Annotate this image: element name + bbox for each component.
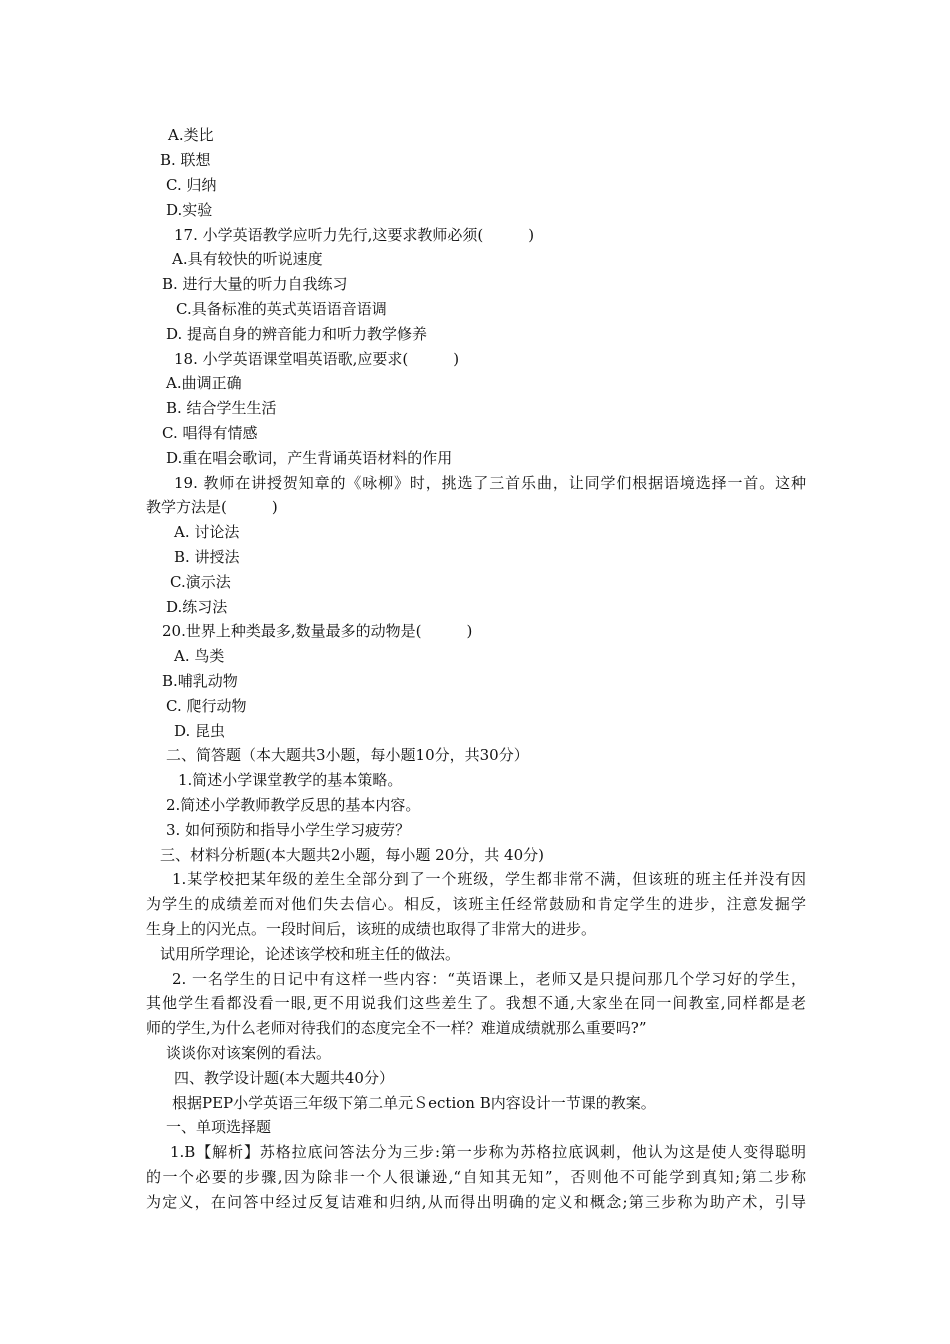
section3-case1-line1: 1.某学校把某年级的差生全部分到了一个班级，学生都非常不满，但该班的班主任并没有因	[172, 870, 806, 888]
q19-option-b: B. 讲授法	[174, 548, 240, 566]
section3-case2-line2: 其他学生看都没看一眼,更不用说我们这些差生了。我想不通,大家坐在同一间教室,同样都是老	[146, 994, 806, 1012]
q16-option-d: D.实验	[166, 201, 213, 219]
q20-option-a: A. 鸟类	[174, 647, 225, 665]
answers-heading: 一、单项选择题	[166, 1118, 272, 1136]
q18-option-d: D.重在唱会歌词，产生背诵英语材料的作用	[166, 449, 453, 467]
section3-case1-line2: 为学生的成绩差而对他们失去信心。相反，该班主任经常鼓励和肯定学生的进步，注意发掘学	[146, 895, 806, 913]
answer-1-line2: 的一个必要的步骤,因为除非一个人很谦逊,“自知其无知”，否则他不可能学到真知;第二步称	[146, 1168, 806, 1186]
section3-case2-line1: 2. 一名学生的日记中有这样一些内容：“英语课上，老师又是只提问那几个学习好的学生，	[172, 970, 806, 988]
q19-option-d: D.练习法	[166, 598, 228, 616]
q19-option-a: A. 讨论法	[174, 523, 240, 541]
section2-question-3: 3. 如何预防和指导小学生学习疲劳？	[166, 821, 411, 839]
section3-case2-prompt: 谈谈你对该案例的看法。	[166, 1044, 332, 1062]
section2-heading: 二、简答题（本大题共3小题，每小题10分，共30分）	[166, 746, 529, 764]
q18-option-c: C. 唱得有情感	[162, 424, 258, 442]
section3-case1-prompt: 试用所学理论，论述该学校和班主任的做法。	[160, 945, 461, 963]
q17-option-a: A.具有较快的听说速度	[172, 250, 323, 268]
section3-heading: 三、材料分析题(本大题共2小题，每小题 20分，共 40分)	[160, 846, 544, 864]
section3-case1-line3: 生身上的闪光点。一段时间后，该班的成绩也取得了非常大的进步。	[146, 920, 597, 938]
q17-option-c: C.具备标准的英式英语语音语调	[176, 300, 387, 318]
q17-option-d: D. 提高自身的辨音能力和听力教学修养	[166, 325, 428, 343]
section4-heading: 四、教学设计题(本大题共40分）	[174, 1069, 394, 1087]
q19-stem-line2: 教学方法是( )	[146, 498, 278, 516]
q20-option-c: C. 爬行动物	[166, 697, 247, 715]
q16-option-a: A.类比	[168, 126, 214, 144]
q19-stem-line1: 19. 教师在讲授贺知章的《咏柳》时，挑选了三首乐曲，让同学们根据语境选择一首。这种	[174, 474, 806, 492]
q19-option-c: C.演示法	[170, 573, 231, 591]
q18-option-a: A.曲调正确	[166, 374, 242, 392]
section2-question-1: 1.简述小学课堂教学的基本策略。	[178, 771, 403, 789]
q16-option-b: B. 联想	[160, 151, 211, 169]
q17-stem: 17. 小学英语教学应听力先行,这要求教师必须( )	[174, 226, 535, 244]
q16-option-c: C. 归纳	[166, 176, 217, 194]
section2-question-2: 2.简述小学教师教学反思的基本内容。	[166, 796, 421, 814]
section4-task: 根据PEP小学英语三年级下第二单元Ｓection B内容设计一节课的教案。	[172, 1094, 656, 1112]
q18-option-b: B. 结合学生生活	[166, 399, 277, 417]
q17-option-b: B. 进行大量的听力自我练习	[162, 275, 348, 293]
answer-1-line3: 为定义，在问答中经过反复诘难和归纳,从而得出明确的定义和概念;第三步称为助产术，引导	[146, 1193, 806, 1211]
q18-stem: 18. 小学英语课堂唱英语歌,应要求( )	[174, 350, 460, 368]
q20-stem: 20.世界上种类最多,数量最多的动物是( )	[162, 622, 473, 640]
answer-1-line1: 1.B【解析】苏格拉底问答法分为三步:第一步称为苏格拉底讽刺，他认为这是使人变得聪明	[170, 1143, 806, 1161]
section3-case2-line3: 师的学生,为什么老师对待我们的态度完全不一样？难道成绩就那么重要吗?”	[146, 1019, 647, 1037]
q20-option-b: B.哺乳动物	[162, 672, 238, 690]
q20-option-d: D. 昆虫	[174, 722, 226, 740]
